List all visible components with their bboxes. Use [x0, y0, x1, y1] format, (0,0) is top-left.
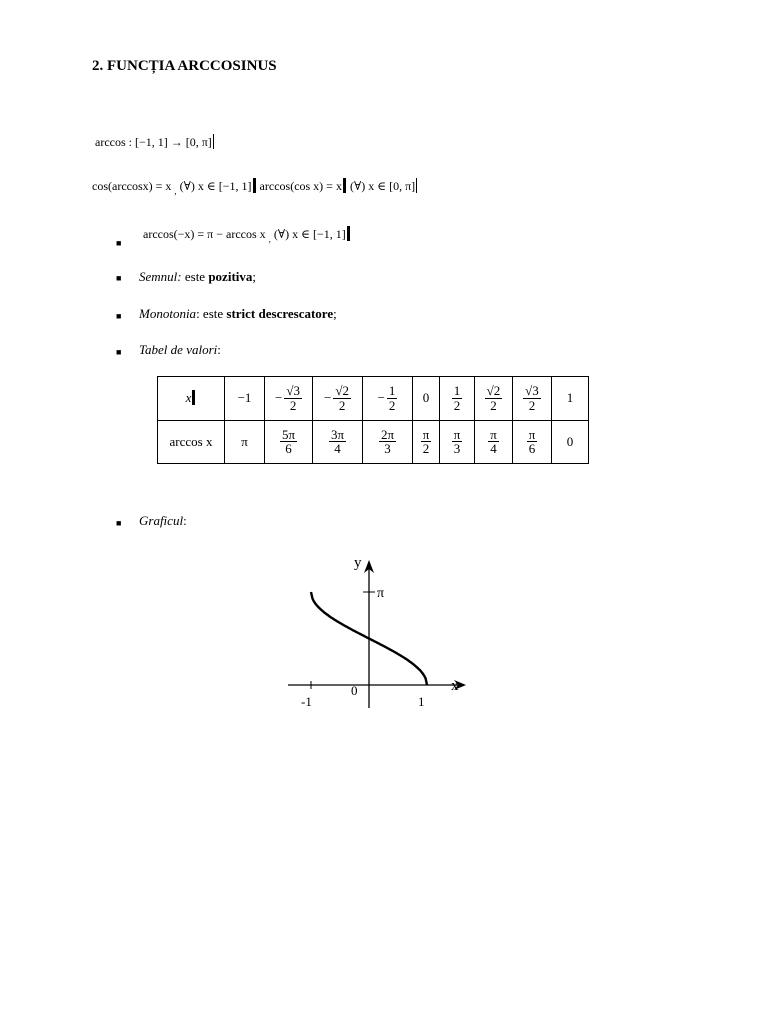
minus-sign: −	[324, 390, 332, 406]
sign-connector: este	[181, 269, 209, 284]
numerator: √2	[335, 383, 349, 399]
denominator: 2	[453, 397, 461, 413]
sign-label: Semnul:	[139, 269, 182, 284]
x-label: x	[185, 390, 192, 406]
table-cell	[363, 420, 413, 464]
table-cell	[413, 420, 440, 464]
fraction	[284, 384, 302, 412]
sign-line	[139, 269, 256, 285]
cell-value: 0	[566, 433, 574, 449]
symmetry-formula	[143, 226, 351, 244]
minus-sign: −	[377, 390, 385, 406]
denominator: 2	[490, 397, 497, 413]
identity1-condition: (∀) x ∈ [−1, 1]	[179, 179, 252, 193]
fraction	[329, 428, 346, 456]
identity2-condition: (∀) x ∈ [0, π]	[349, 179, 416, 193]
table-caption-label: Tabel de valori	[139, 342, 218, 357]
table-cell	[440, 377, 475, 421]
denominator: 6	[528, 441, 536, 457]
origin-label: 0	[351, 683, 358, 698]
arccos-label: arccos x	[169, 433, 213, 449]
fraction	[452, 384, 463, 412]
text-cursor-mark	[253, 178, 256, 193]
table-cell	[265, 420, 313, 464]
cell-value: π	[241, 433, 248, 449]
x-axis-label: x	[451, 678, 459, 694]
table-cell	[225, 420, 265, 464]
denominator: 2	[338, 397, 346, 413]
identity-line	[92, 178, 418, 196]
table-cell	[225, 377, 265, 421]
table-cell	[313, 377, 363, 421]
text-cursor-mark	[416, 178, 417, 193]
table-cell	[475, 420, 513, 464]
values-table	[157, 376, 589, 464]
numerator: 5π	[281, 426, 296, 442]
table-row	[158, 420, 589, 464]
text-cursor-mark	[213, 134, 214, 149]
denominator: 3	[384, 441, 391, 457]
table-cell	[265, 377, 313, 421]
fraction	[452, 428, 463, 456]
fraction	[485, 384, 503, 412]
numerator: 1	[388, 383, 396, 399]
denominator: 4	[334, 441, 341, 457]
monotony-value: strict descrescatore	[226, 306, 334, 321]
fraction	[421, 428, 432, 456]
monotony-connector: : este	[196, 306, 227, 321]
denominator: 3	[453, 441, 461, 457]
table-cell	[363, 377, 413, 421]
fraction	[379, 428, 396, 456]
numerator: π	[453, 426, 461, 442]
identity1-text: cos(arccosx) = x	[92, 179, 172, 193]
sign-value: pozitiva	[208, 269, 253, 284]
numerator: π	[422, 426, 430, 442]
symmetry-condition: (∀) x ∈ [−1, 1]	[273, 227, 346, 241]
cell-value: −1	[237, 390, 252, 406]
fraction	[333, 384, 351, 412]
table-row-header-x	[158, 377, 225, 421]
numerator: π	[490, 426, 497, 442]
table-cell	[513, 377, 552, 421]
bullet-marker: ■	[116, 238, 122, 248]
graph-caption-end: :	[183, 513, 187, 528]
pi-label: π	[377, 586, 385, 601]
cell-value: 0	[422, 390, 430, 406]
section-title: 2. FUNCȚIA ARCCOSINUS	[92, 58, 277, 74]
one-label: 1	[418, 694, 425, 709]
table-row-header-arccos	[158, 420, 225, 464]
fraction	[527, 428, 538, 456]
numerator: √3	[286, 383, 300, 399]
bullet-marker: ■	[116, 311, 122, 321]
text-cursor-mark	[347, 226, 350, 241]
numerator: √3	[525, 383, 539, 399]
symmetry-separator: ,	[268, 234, 271, 244]
fraction	[280, 428, 297, 456]
table-cell	[513, 420, 552, 464]
denominator: 2	[528, 397, 536, 413]
y-axis-label: y	[354, 555, 362, 571]
numerator: √2	[486, 383, 501, 399]
bullet-marker: ■	[116, 273, 122, 283]
definition-formula	[95, 134, 215, 150]
table-cell	[552, 377, 589, 421]
arccos-graph	[280, 548, 480, 713]
table-caption-end: :	[217, 342, 221, 357]
fraction	[387, 384, 398, 412]
graph-caption	[139, 513, 187, 529]
identity2-text: arccos(cos x) = x	[259, 179, 342, 193]
denominator: 2	[422, 441, 430, 457]
neg-one-label: -1	[301, 694, 312, 709]
denominator: 4	[490, 441, 497, 457]
monotony-line	[139, 306, 337, 322]
monotony-label: Monotonia	[139, 306, 197, 321]
table-cell	[552, 420, 589, 464]
symmetry-text: arccos(−x) = π − arccos x	[143, 227, 266, 241]
sign-end: ;	[252, 269, 257, 284]
text-cursor-mark	[192, 390, 195, 405]
table-row	[158, 377, 589, 421]
table-cell	[440, 420, 475, 464]
numerator: 2π	[380, 426, 395, 442]
denominator: 2	[388, 397, 396, 413]
bullet-marker: ■	[116, 518, 122, 528]
denominator: 2	[289, 397, 297, 413]
definition-text: arccos : [−1, 1] → [0, π]	[95, 135, 212, 149]
numerator: 1	[453, 383, 461, 399]
table-cell	[413, 377, 440, 421]
table-cell	[313, 420, 363, 464]
cell-value: 1	[566, 390, 574, 406]
table-caption	[139, 342, 221, 358]
numerator: π	[528, 426, 536, 442]
fraction	[488, 428, 499, 456]
table-cell	[475, 377, 513, 421]
numerator: 3π	[330, 426, 345, 442]
monotony-end: ;	[333, 306, 337, 321]
bullet-marker: ■	[116, 347, 122, 357]
text-cursor-mark	[343, 178, 346, 193]
graph-caption-label: Graficul	[139, 513, 184, 528]
identity1-separator: ,	[174, 186, 177, 196]
minus-sign: −	[275, 390, 283, 406]
fraction	[523, 384, 541, 412]
denominator: 6	[285, 441, 292, 457]
